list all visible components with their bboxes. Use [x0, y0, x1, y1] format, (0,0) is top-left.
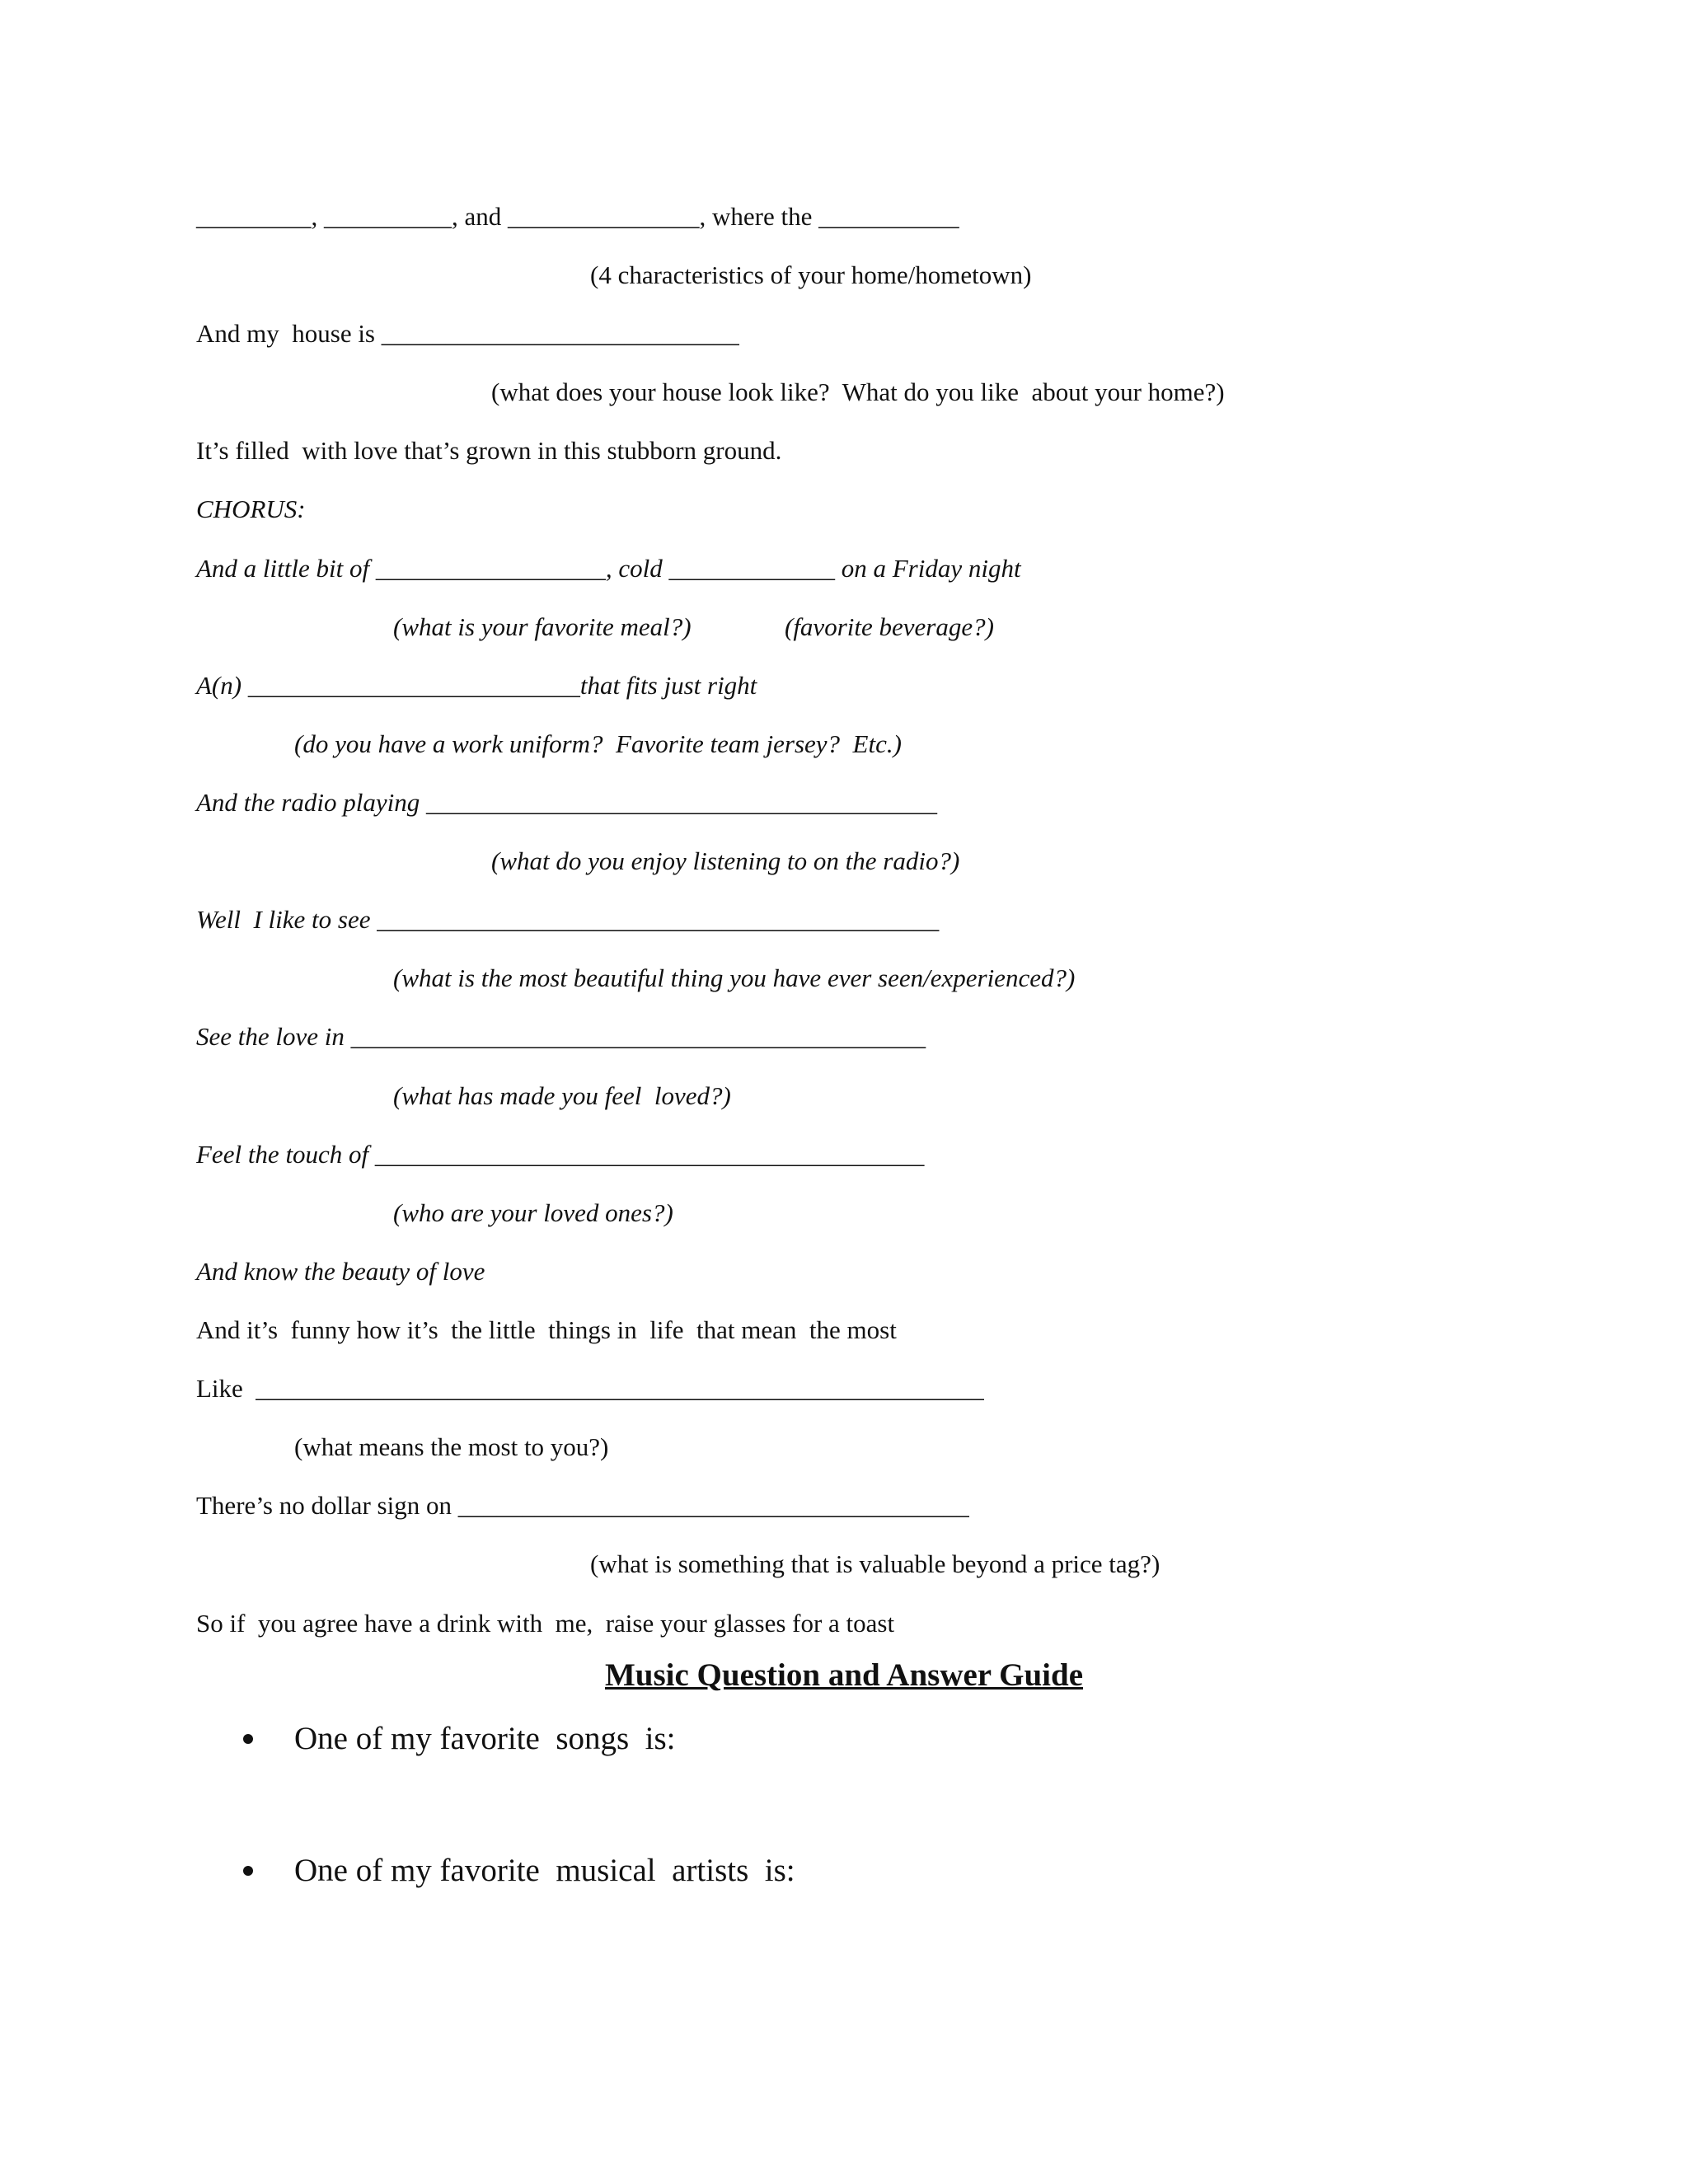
lyric-line-beauty: And know the beauty of love — [196, 1257, 485, 1286]
guide-item-text: One of my favorite songs is: — [294, 1721, 676, 1756]
hint-hometown: (4 characteristics of your home/hometown) — [590, 260, 1032, 289]
lyric-line-see: Well I like to see ____________________________________________ — [196, 905, 940, 934]
hint-outfit: (do you have a work uniform? Favorite team jersey? Etc.) — [294, 729, 902, 758]
guide-title: Music Question and Answer Guide — [604, 1657, 1084, 1693]
lyric-line-little-things: And it’s funny how it’s the little things in life that mean the most — [196, 1315, 897, 1344]
lyric-line-touch: Feel the touch of ___________________________________________ — [196, 1140, 925, 1169]
lyric-line-hometown: _________, __________, and _______________, where the ___________ — [196, 202, 959, 231]
guide-item-favorite-artist — [243, 1851, 795, 1970]
hint-house: (what does your house look like? What do you like about your home?) — [491, 377, 1225, 406]
lyric-line-like: Like _________________________________________________________ — [196, 1374, 984, 1403]
hint-beverage: (favorite beverage?) — [785, 612, 994, 641]
guide-item-text: One of my favorite musical artists is: — [294, 1853, 795, 1888]
hint-like: (what means the most to you?) — [294, 1432, 609, 1461]
bullet-icon — [243, 1734, 253, 1744]
lyric-line-toast: So if you agree have a drink with me, raise your glasses for a toast — [196, 1609, 895, 1638]
hint-see: (what is the most beautiful thing you have ever seen/experienced?) — [393, 963, 1076, 992]
hint-radio: (what do you enjoy listening to on the radio?) — [491, 846, 960, 875]
hint-meal: (what is your favorite meal?) — [393, 612, 692, 641]
lyric-line-meal: And a little bit of __________________, cold _____________ on a Friday night — [196, 554, 1021, 583]
lyric-line-love-in: See the love in _____________________________________________ — [196, 1022, 926, 1051]
lyric-line-dollar-sign: There’s no dollar sign on ________________________________________ — [196, 1491, 969, 1520]
hint-love-in: (what has made you feel loved?) — [393, 1081, 731, 1110]
bullet-icon — [243, 1866, 253, 1876]
chorus-label: CHORUS: — [196, 494, 306, 523]
lyric-line-outfit: A(n) __________________________that fits just right — [196, 671, 757, 700]
lyric-line-love: It’s filled with love that’s grown in this stubborn ground. — [196, 436, 782, 465]
guide-item-favorite-song — [243, 1719, 676, 1838]
lyric-line-radio: And the radio playing ________________________________________ — [196, 788, 937, 817]
hint-dollar-sign: (what is something that is valuable beyond a price tag?) — [590, 1549, 1160, 1578]
lyric-line-house: And my house is ____________________________ — [196, 319, 739, 348]
hint-touch: (who are your loved ones?) — [393, 1198, 673, 1227]
